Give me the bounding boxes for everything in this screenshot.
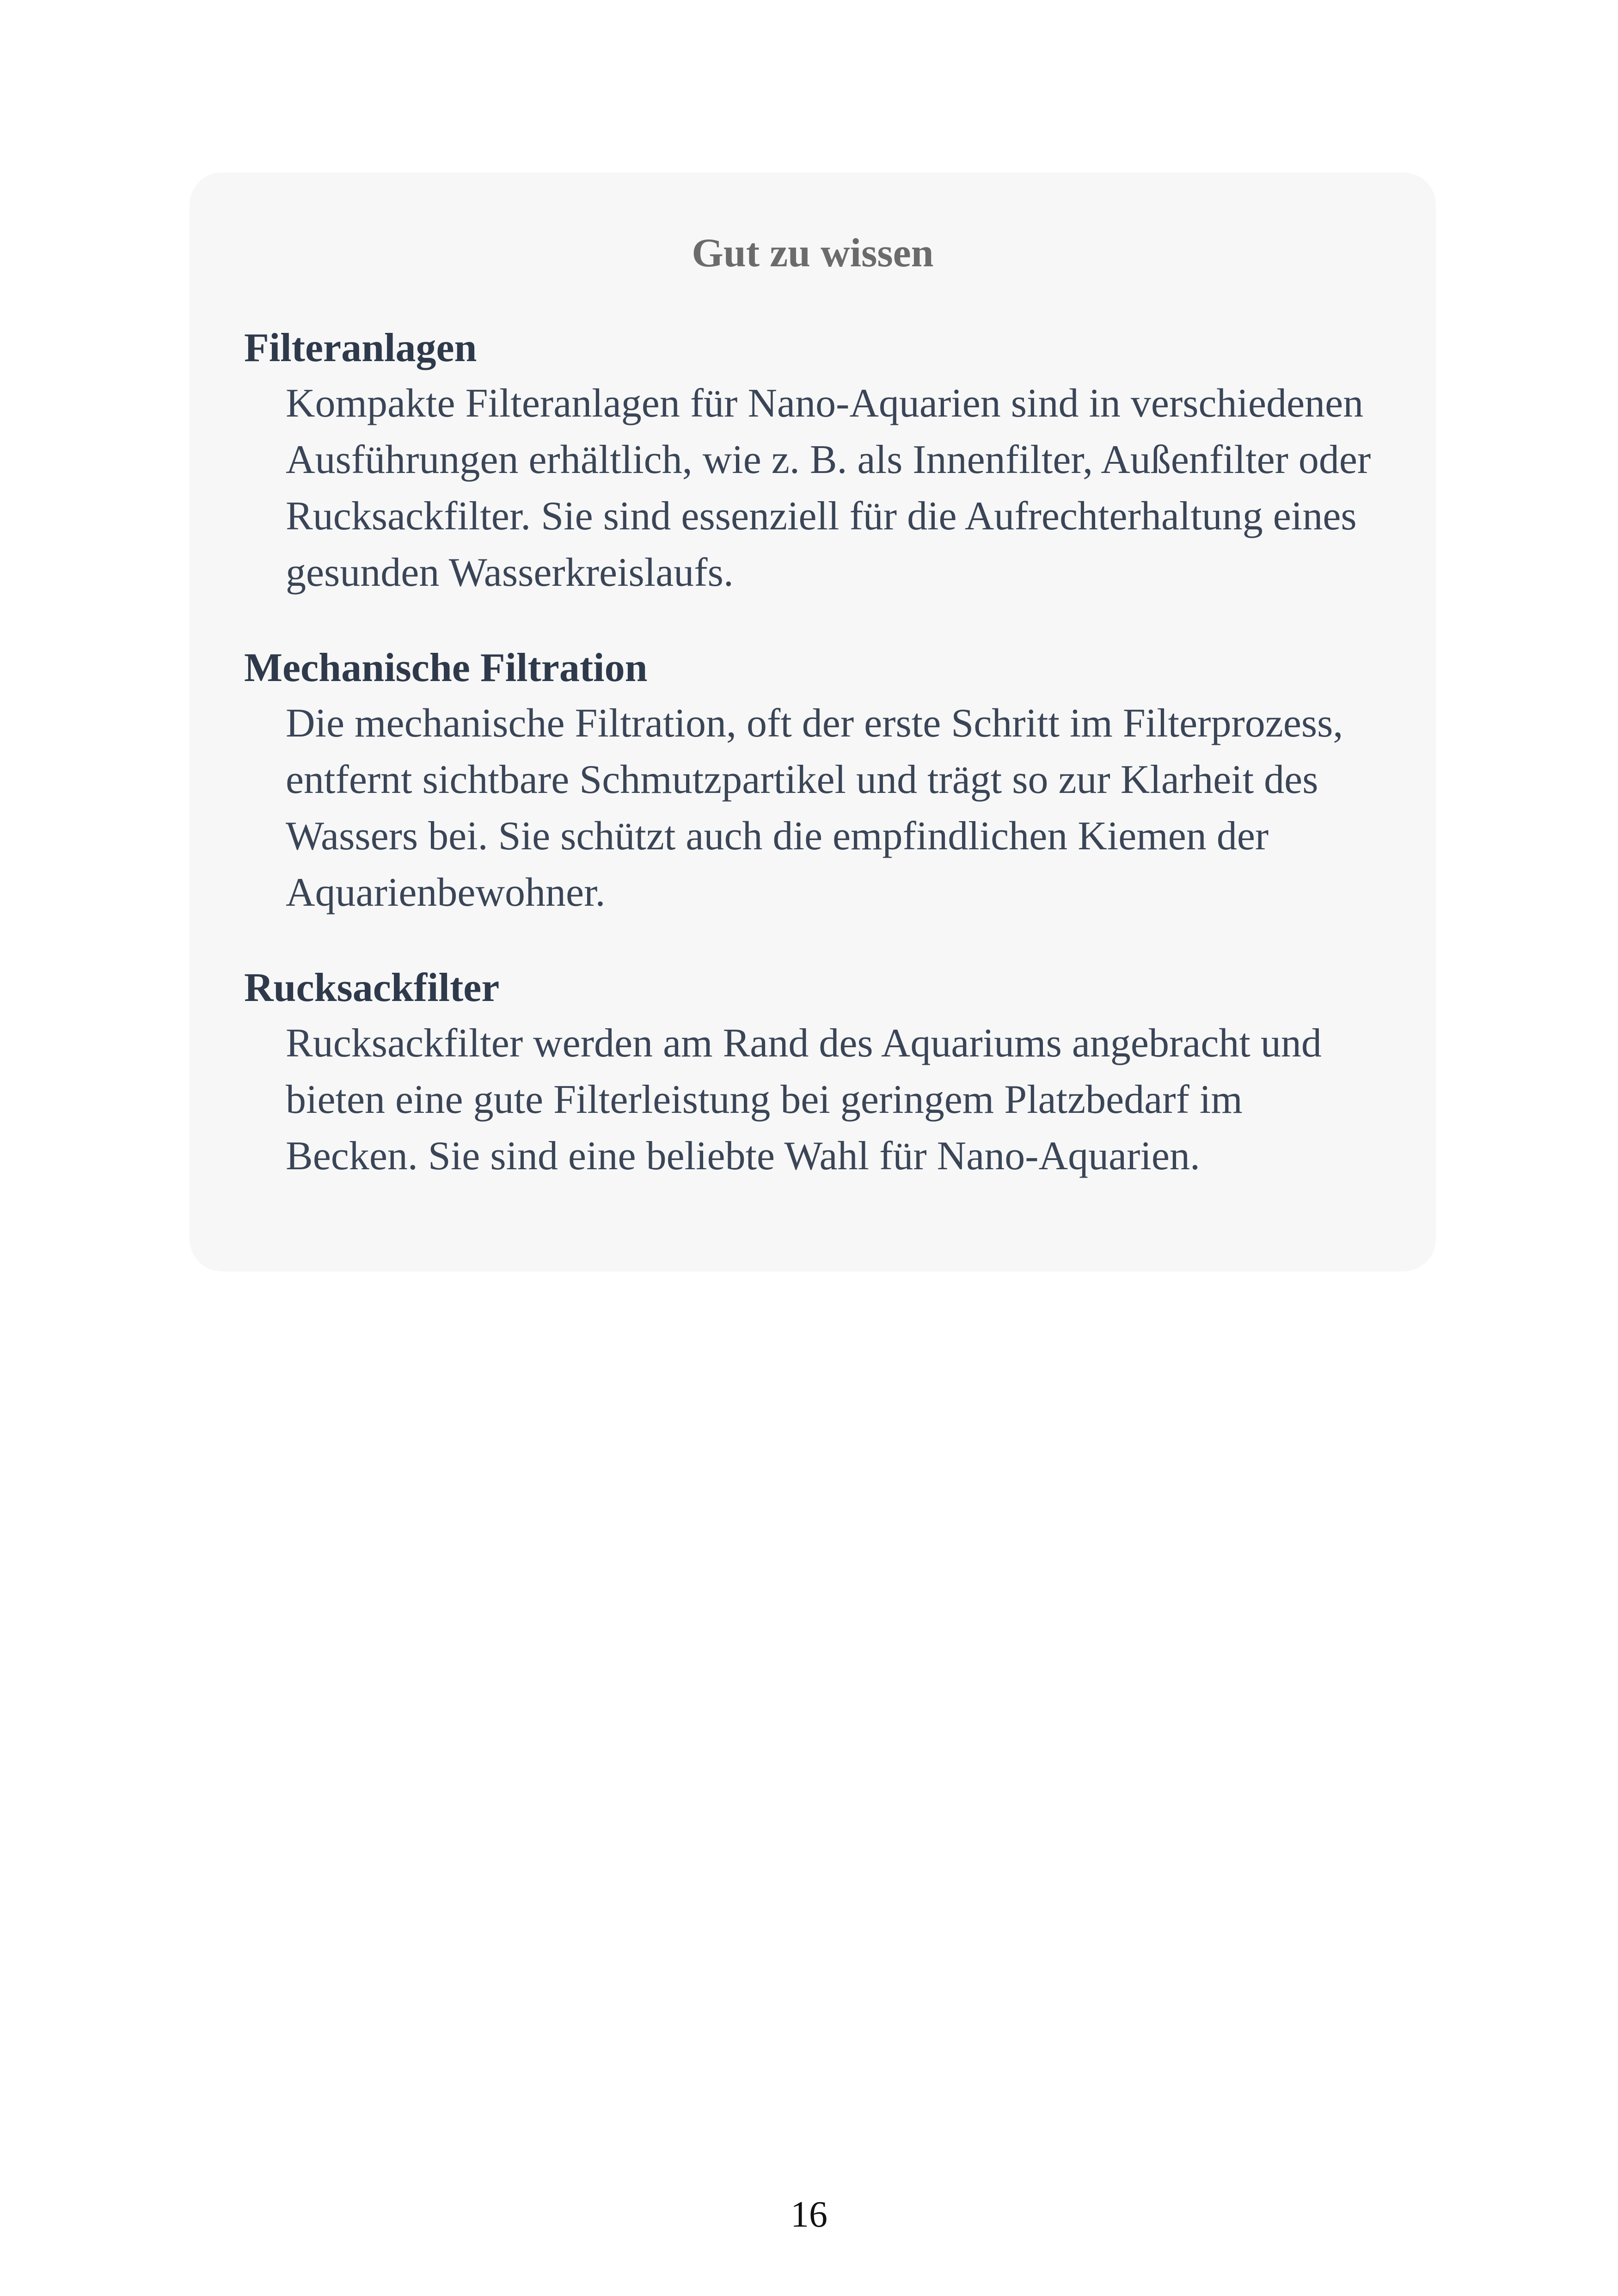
glossary-definition: Kompakte Filteranlagen für Nano-Aquarien sind in verschiedenen Ausführungen erhältlich, wie z. B. als Innenfilter, Außenfilter oder Rucksackfilter. Sie sind essenziell für die Aufrechterhaltung eines gesunden Wasserkreislaufs. [286, 381, 1371, 595]
box-title: Gut zu wissen [692, 231, 934, 276]
info-box [190, 172, 1436, 1271]
glossary-term: Filteranlagen [244, 325, 477, 370]
glossary-entry-rucksackfilter [244, 963, 1381, 1185]
glossary-term: Mechanische Filtration [244, 645, 648, 690]
glossary-entry-filteranlagen [244, 323, 1381, 601]
glossary-term: Rucksackfilter [244, 965, 500, 1010]
glossary-definition: Die mechanische Filtration, oft der erste Schritt im Filterprozess, entfernt sichtbare Schmutzpartikel und trägt so zur Klarheit des Wassers bei. Sie schützt auch die empfindlichen Kiemen der Aquarienbewohner. [286, 701, 1343, 915]
glossary-entry-mechanische-filtration [244, 643, 1381, 921]
glossary-definition: Rucksackfilter werden am Rand des Aquariums angebracht und bieten eine gute Filterleistung bei geringem Platzbedarf im Becken. Sie sind eine beliebte Wahl für Nano-Aquarien. [286, 1021, 1322, 1179]
page-number: 16 [791, 2194, 827, 2235]
